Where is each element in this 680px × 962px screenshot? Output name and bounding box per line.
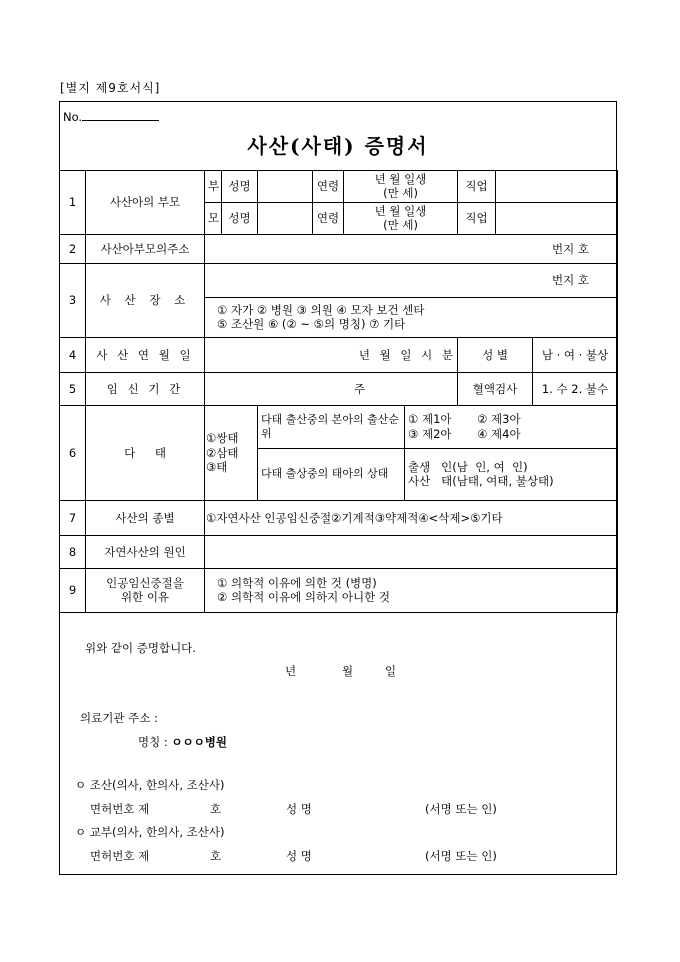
place-options[interactable] [205, 297, 618, 337]
page-title: 사산(사태) 증명서 [247, 134, 429, 158]
table-row [60, 500, 618, 535]
mother-job-field[interactable] [496, 202, 618, 234]
mother-name-field[interactable] [258, 202, 313, 234]
institution-name-value: ㅇㅇㅇ병원 [171, 735, 227, 749]
document-number-field[interactable] [82, 109, 159, 121]
row-label: 임 신 기 간 [86, 372, 205, 405]
row-label: 사 산 연 월 일 [86, 337, 205, 372]
row-label [86, 568, 205, 612]
name-label: 성명 [222, 202, 258, 234]
row-label: 사산아의 부모 [86, 171, 205, 235]
signer-name-label: 성 명 [286, 802, 312, 816]
multiple-type-options[interactable] [205, 405, 258, 500]
certificate-frame [59, 101, 617, 875]
row-number: 1 [60, 171, 86, 235]
fetus-status-line: 출생 인(남 인, 여 인) [408, 459, 528, 474]
row-number: 8 [60, 535, 86, 568]
mother-mark: 모 [205, 202, 222, 234]
blood-test-options[interactable]: 1. 수 2. 불수 [533, 372, 618, 405]
natural-cause-field[interactable] [205, 535, 618, 568]
license-label: 면허번호 제 [90, 849, 150, 863]
assist-header: ㅇ 교부(의사, 한의사, 조산사) [75, 825, 225, 839]
multiple-type: ①쌍태 [206, 431, 239, 446]
table-row [60, 263, 618, 297]
row-number: 7 [60, 500, 86, 535]
birth-order-line: ③ 제2아 ④ 제4아 [408, 426, 521, 441]
father-job-field[interactable] [496, 171, 618, 203]
age-label: 연령 [313, 171, 344, 203]
table-row [60, 234, 618, 263]
table-row [60, 171, 618, 203]
parents-address-field[interactable] [205, 234, 618, 263]
row-number: 6 [60, 405, 86, 500]
reason-option: ① 의학적 이유에 의한 것 (병명) [217, 575, 377, 590]
row-label: 사 산 장 소 [86, 263, 205, 337]
birth-line: 년 월 일생 [374, 203, 427, 218]
midwife-header: ㅇ 조산(의사, 한의사, 조산사) [75, 778, 225, 792]
age-line: (만 세) [383, 218, 418, 233]
blood-test-label: 혈액검사 [458, 372, 533, 405]
document-number [63, 109, 159, 124]
place-options-line: ① 자가 ② 병원 ③ 의원 ④ 모자 보건 센타 [217, 302, 425, 317]
row-number: 9 [60, 568, 86, 612]
license-suffix: 호 [210, 849, 222, 863]
date-year: 년 [285, 664, 297, 678]
fetus-status-options[interactable] [405, 448, 618, 500]
table-row [60, 405, 618, 448]
birth-order-line: ① 제1아 ② 제3아 [408, 412, 521, 427]
certify-statement: 위와 같이 증명합니다. [85, 641, 196, 655]
multiple-type: ③태 [206, 459, 228, 474]
birth-order-question: 다태 출산중의 본아의 출산순위 [258, 405, 405, 448]
license-suffix: 호 [210, 802, 222, 816]
father-birth-field[interactable] [344, 171, 458, 203]
place-options-line: ⑤ 조산원 ⑥ (② ~ ⑤의 명칭) ⑦ 기타 [217, 317, 406, 332]
form-label: [별지 제9호서식] [60, 81, 161, 95]
birth-line: 년 월 일생 [374, 172, 427, 186]
table-row [60, 337, 618, 372]
table-row [60, 535, 618, 568]
row-number: 5 [60, 372, 86, 405]
stillbirth-type-options[interactable]: ①자연사산 인공임신중절②기계적③약제적④<삭제>⑤기타 [205, 500, 618, 535]
date-day: 일 [385, 664, 397, 678]
address-suffix: 번지 호 [552, 241, 590, 256]
age-label: 연령 [313, 202, 344, 234]
sex-label: 성 별 [458, 337, 533, 372]
row-label-line: 인공임신중절을 [106, 575, 184, 590]
row-number: 3 [60, 263, 86, 337]
certificate-table [59, 170, 618, 613]
date-month: 월 [342, 664, 354, 678]
stillbirth-datetime-field[interactable]: 년 월 일 시 분 [205, 337, 458, 372]
age-line: (만 세) [383, 186, 418, 201]
father-mark: 부 [205, 171, 222, 203]
row-label: 사산의 종별 [86, 500, 205, 535]
fetus-status-line: 사산 태(남태, 여태, 불상태) [408, 474, 554, 489]
institution-address-label: 의료기관 주소 : [80, 711, 158, 725]
signer-name-label: 성 명 [286, 849, 312, 863]
institution-name [138, 734, 227, 750]
row-label: 사산아부모의주소 [86, 234, 205, 263]
address-suffix: 번지 호 [552, 273, 590, 288]
place-address-field[interactable] [205, 263, 618, 297]
row-label: 자연사산의 원인 [86, 535, 205, 568]
no-label: No. [63, 110, 83, 124]
name-label: 성명 [222, 171, 258, 203]
birth-order-options[interactable] [405, 405, 618, 448]
table-row [60, 568, 618, 612]
row-number: 4 [60, 337, 86, 372]
father-name-field[interactable] [258, 171, 313, 203]
multiple-type: ②삼태 [206, 445, 239, 460]
sex-options[interactable]: 남 · 여 · 불상 [533, 337, 618, 372]
institution-name-label: 명칭 : [138, 735, 168, 749]
sign-label: (서명 또는 인) [425, 802, 497, 816]
reason-option: ② 의학적 이유에 의하지 아니한 것 [217, 590, 391, 605]
mother-birth-field[interactable] [344, 202, 458, 234]
termination-reason-options[interactable] [205, 568, 618, 612]
license-label: 면허번호 제 [90, 802, 150, 816]
row-label-line: 위한 이유 [120, 590, 170, 605]
sign-label: (서명 또는 인) [425, 849, 497, 863]
fetus-status-question: 다태 출상중의 태아의 상태 [258, 448, 405, 500]
job-label: 직업 [458, 202, 496, 234]
job-label: 직업 [458, 171, 496, 203]
row-label: 다 태 [86, 405, 205, 500]
table-row [60, 372, 618, 405]
gestation-weeks-field[interactable]: 주 [205, 372, 458, 405]
row-number: 2 [60, 234, 86, 263]
